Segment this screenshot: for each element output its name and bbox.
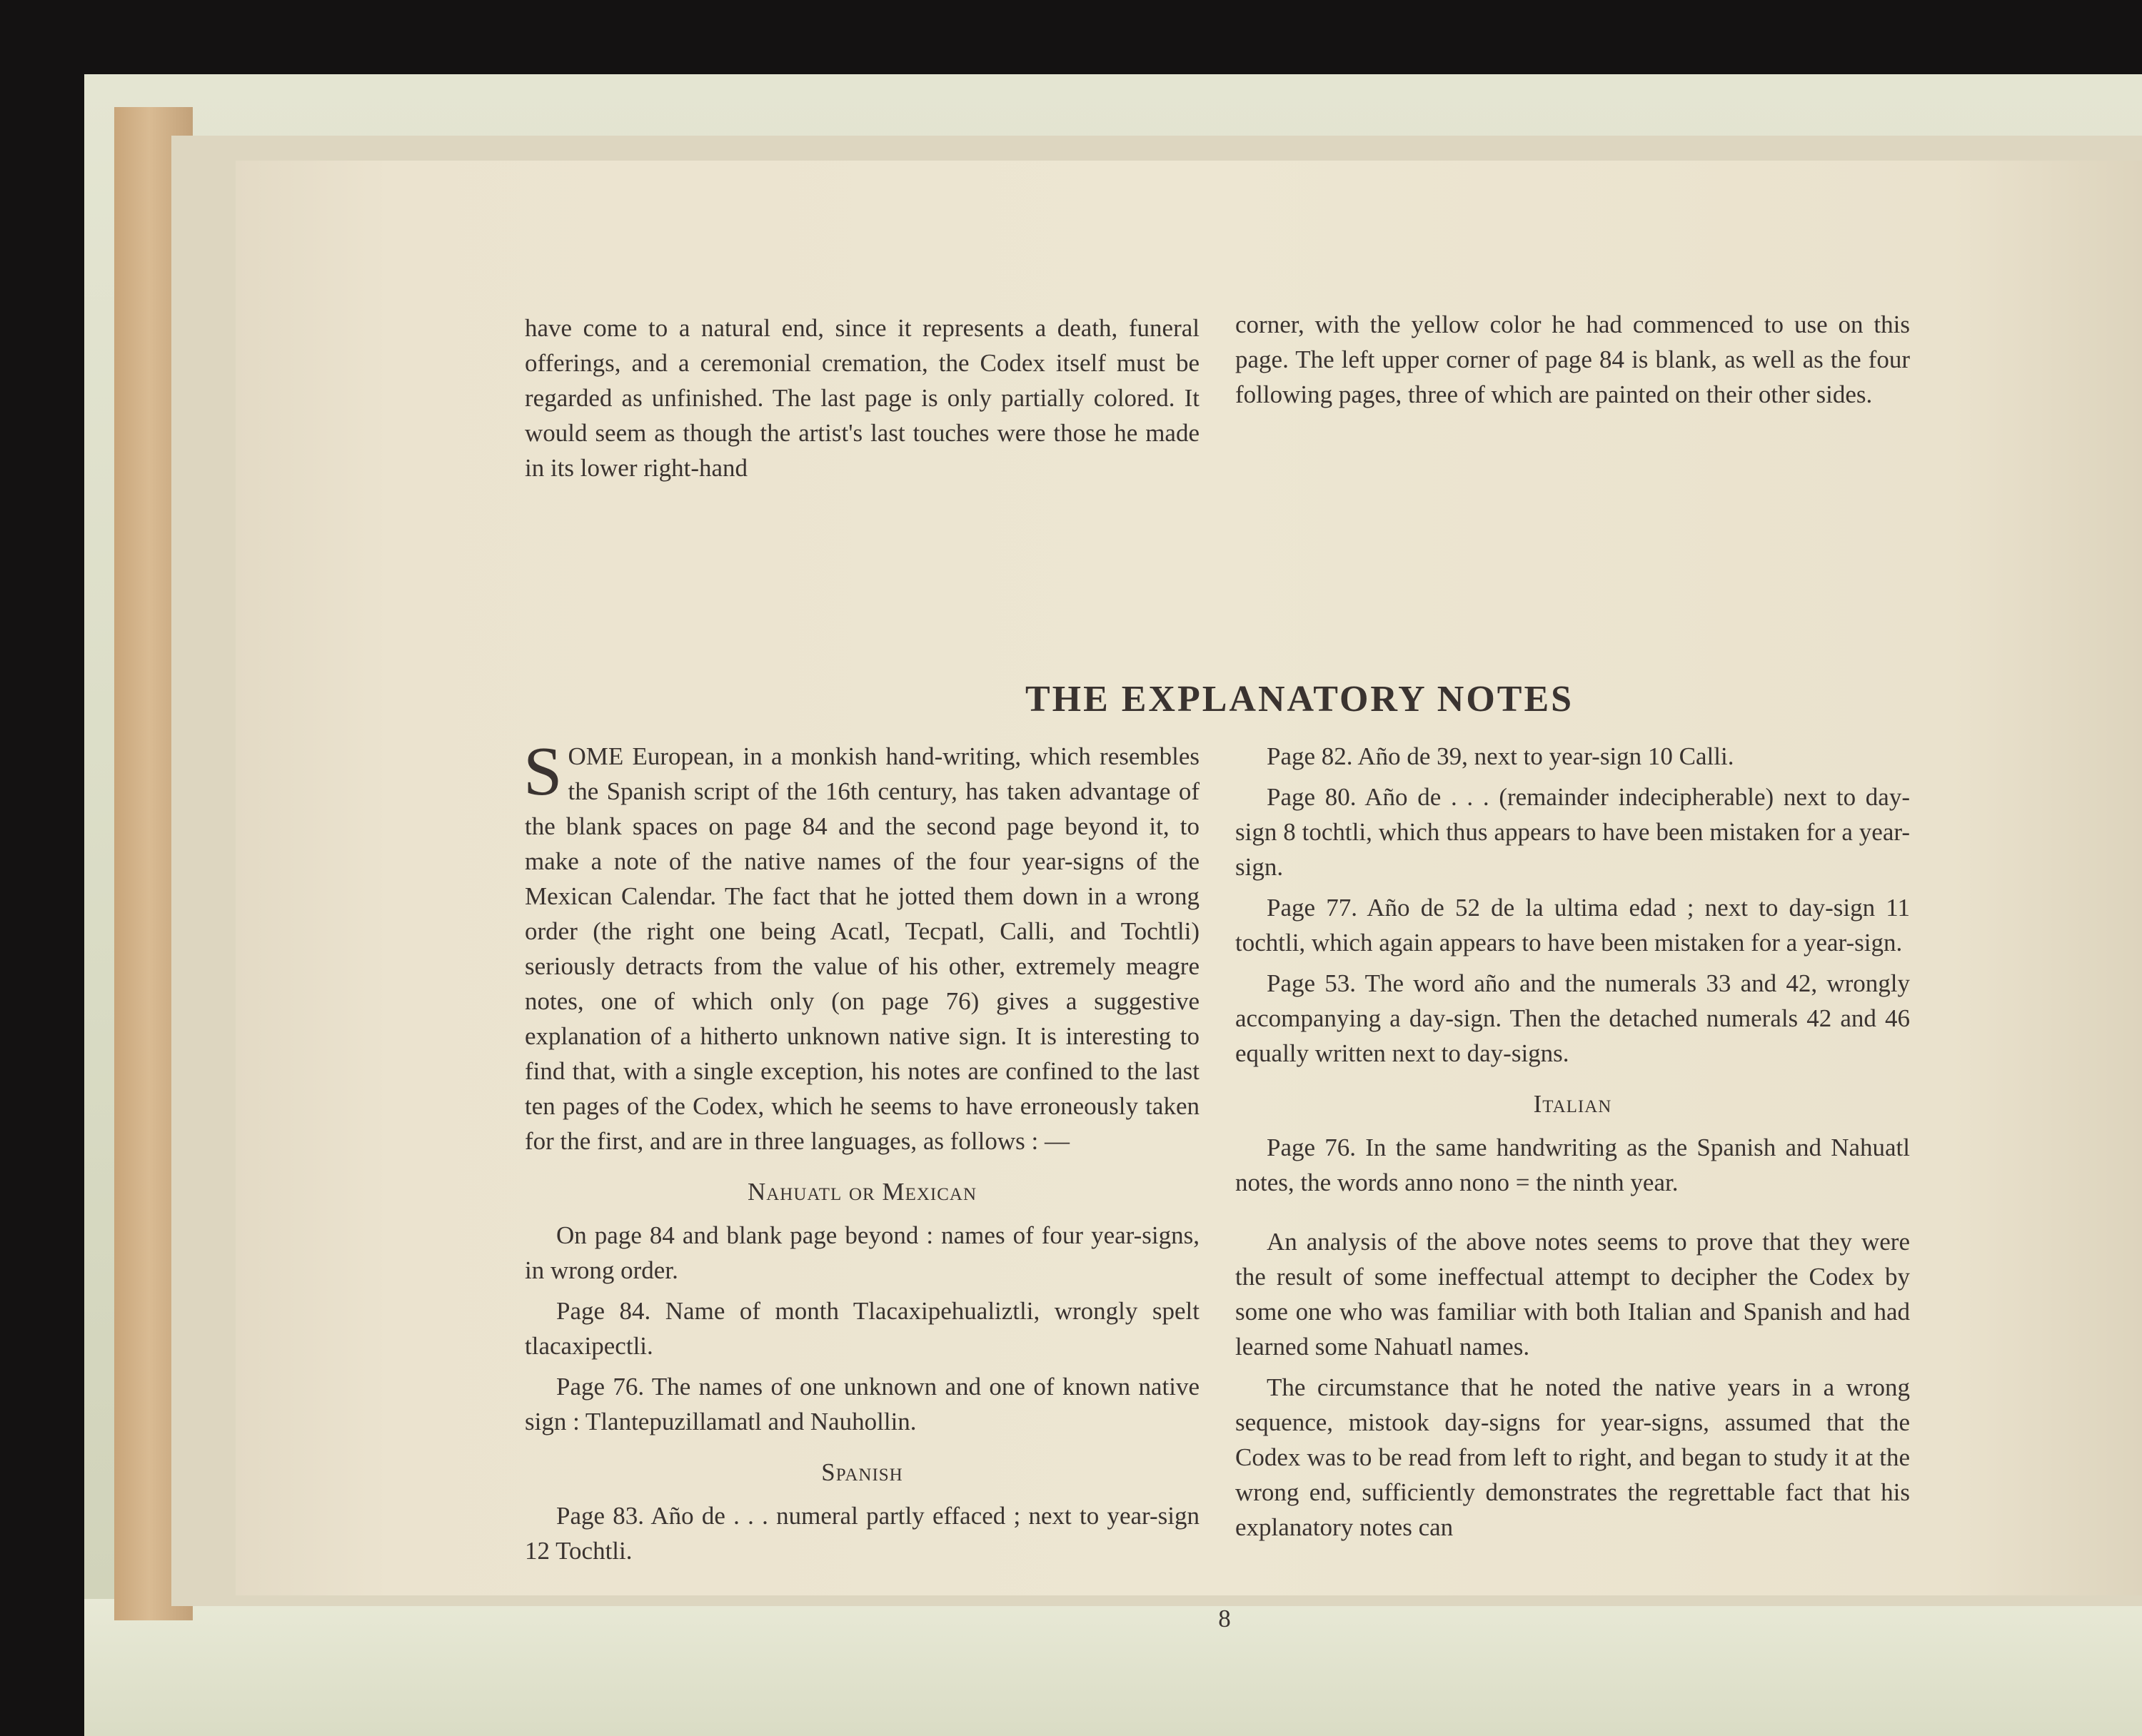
nahuatl-heading: Nahuatl or Mexican — [747, 1178, 977, 1206]
top-left-column — [525, 311, 1200, 485]
spanish-note: Page 53. The word año and the numerals 33 and 42, wrongly accompanying a day-sign. Then the detached numerals 42 and 46 equally written next to day-signs. — [1235, 969, 1910, 1067]
book-page — [236, 161, 2142, 1632]
spanish-heading: Spanish — [821, 1458, 903, 1486]
nahuatl-note: Page 76. The names of one unknown and one of known native sign : Tlantepuzillamatl and Nauhollin. — [525, 1373, 1200, 1435]
continued-paragraph-right: corner, with the yellow color he had commenced to use on this page. The left upper corner of page 84 is blank, as well as the four following pages, three of which are painted on their other sides. — [1235, 311, 1910, 408]
nahuatl-note: Page 84. Name of month Tlacaxipehualiztli, wrongly spelt tlacaxipectli. — [525, 1297, 1200, 1360]
cover-lower-edge — [84, 1599, 2142, 1736]
spanish-note: Page 77. Año de 52 de la ultima edad ; next to day-sign 11 tochtli, which again appears to have been mistaken for a year-sign. — [1235, 894, 1910, 957]
notes-left-column — [523, 733, 1200, 1568]
italian-note: Page 76. In the same handwriting as the Spanish and Nahuatl notes, the words anno nono = the ninth year. — [1235, 1134, 1910, 1196]
spanish-note: Page 83. Año de . . . numeral partly effaced ; next to year-sign 12 Tochtli. — [525, 1502, 1200, 1565]
spanish-note: Page 82. Año de 39, next to year-sign 10 Calli. — [1267, 742, 1734, 770]
section-title: THE EXPLANATORY NOTES — [1025, 679, 1574, 720]
top-right-column — [1235, 307, 1910, 412]
analysis-paragraph: An analysis of the above notes seems to prove that they were the result of some ineffectual attempt to decipher the Codex by some one who was familiar with both Italian and Spanish and had learned some Nahuatl names. — [1235, 1228, 1910, 1361]
italian-heading: Italian — [1533, 1090, 1612, 1118]
spanish-note: Page 80. Año de . . . (remainder indecipherable) next to day-sign 8 tochtli, which thus appears to have been mistaken for a year-sign. — [1235, 783, 1910, 881]
intro-paragraph — [523, 733, 1200, 1159]
drop-cap: S — [523, 733, 563, 810]
notes-right-column — [1235, 739, 1910, 1545]
continued-paragraph-left: have come to a natural end, since it represents a death, funeral offerings, and a ceremonial cremation, the Codex itself must be regarded as unfinished. The last page is only partially colored. It would seem as though the artist's last touches were those he made in its lower right-hand — [525, 314, 1200, 482]
nahuatl-note: On page 84 and blank page beyond : names of four year-signs, in wrong order. — [525, 1221, 1200, 1284]
analysis-paragraph: The circumstance that he noted the native years in a wrong sequence, mistook day-signs for year-signs, assumed that the Codex was to be read from left to right, and began to study it at the wrong end, sufficiently demonstrates the regrettable fact that his explanatory notes can — [1235, 1373, 1910, 1541]
intro-text: OME European, in a monkish hand-writing, which resembles the Spanish script of the 16th century, has taken advantage of the blank spaces on page 84 and the second page beyond it, to make a note of the native names of the four year-signs of the Mexican Calendar. The fact that he jotted them down in a wrong order (the right one being Acatl, Tecpatl, Calli, and Tochtli) seriously detracts from the value of his other, extremely meagre notes, one of which only (on page 76) gives a suggestive explanation of a hitherto unknown native sign. It is interesting to find that, with a single exception, his notes are confined to the last ten pages of the Codex, which he seems to have erroneously taken for the first, and are in three languages, as follows : — — [525, 742, 1200, 1155]
page-number: 8 — [1218, 1605, 1231, 1632]
